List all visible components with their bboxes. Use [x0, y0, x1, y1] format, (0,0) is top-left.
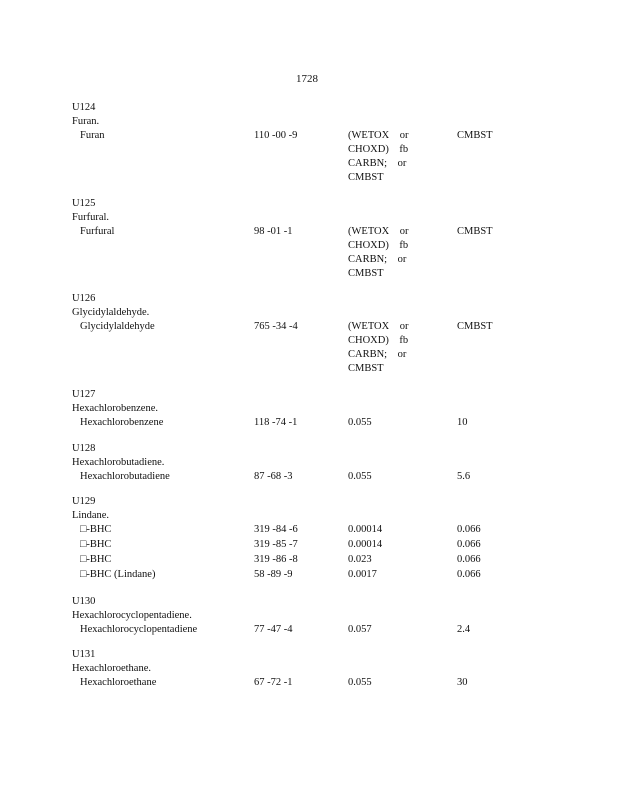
waste-code: U129 — [72, 496, 96, 507]
waste-name: Hexachlorobenzene. — [72, 403, 158, 414]
table-row — [72, 568, 552, 583]
technology-line: CARBN; or — [348, 349, 407, 360]
cas-number: 118 -74 -1 — [254, 417, 298, 428]
nonwastewater-standard: CMBST — [457, 226, 493, 237]
cas-number: 87 -68 -3 — [254, 471, 293, 482]
waste-name: Hexachlorobutadiene. — [72, 457, 165, 468]
waste-code: U126 — [72, 293, 96, 304]
waste-entry-u126 — [72, 292, 552, 376]
constituent-name: □-BHC — [80, 539, 112, 550]
waste-name: Furfural. — [72, 212, 110, 223]
waste-entry-u127 — [72, 388, 552, 431]
wastewater-standard: 0.057 — [348, 624, 372, 635]
cas-number: 98 -01 -1 — [254, 226, 293, 237]
wastewater-standard: 0.055 — [348, 417, 372, 428]
table-row — [72, 129, 552, 185]
technology-line: (WETOX or — [348, 130, 409, 141]
waste-name: Furan. — [72, 116, 100, 127]
waste-name: Hexachloroethane. — [72, 663, 152, 674]
waste-code: U130 — [72, 596, 96, 607]
technology-line: CMBST — [348, 268, 384, 279]
waste-entry-u130 — [72, 595, 552, 638]
wastewater-standard — [348, 320, 418, 376]
cas-number: 67 -72 -1 — [254, 677, 293, 688]
nonwastewater-standard: 0.066 — [457, 539, 481, 550]
wastewater-standard: 0.023 — [348, 554, 372, 565]
technology-line: (WETOX or — [348, 226, 409, 237]
wastewater-standard: 0.0017 — [348, 569, 377, 580]
constituent-name: Hexachlorobutadiene — [80, 471, 170, 482]
nonwastewater-standard: 0.066 — [457, 524, 481, 535]
technology-line: CARBN; or — [348, 254, 407, 265]
constituent-name: Furan — [80, 130, 105, 141]
waste-code: U127 — [72, 389, 96, 400]
cas-number: 319 -85 -7 — [254, 539, 298, 550]
table-row — [72, 553, 552, 568]
wastewater-standard: 0.055 — [348, 677, 372, 688]
nonwastewater-standard: 30 — [457, 677, 468, 688]
constituent-name: Glycidylaldehyde — [80, 321, 155, 332]
constituent-name: Hexachlorobenzene — [80, 417, 164, 428]
waste-entry-u131 — [72, 648, 552, 691]
nonwastewater-standard: CMBST — [457, 130, 493, 141]
cas-number: 765 -34 -4 — [254, 321, 298, 332]
nonwastewater-standard: 5.6 — [457, 471, 471, 482]
table-row — [72, 470, 552, 485]
technology-line: CHOXD) fb — [348, 144, 409, 155]
waste-code: U131 — [72, 649, 96, 660]
page-number: 1728 — [296, 73, 318, 85]
technology-line: CMBST — [348, 363, 384, 374]
nonwastewater-standard: 10 — [457, 417, 468, 428]
waste-name: Glycidylaldehyde. — [72, 307, 150, 318]
waste-entry-u125 — [72, 197, 552, 281]
waste-code: U124 — [72, 102, 96, 113]
wastewater-standard: 0.00014 — [348, 539, 383, 550]
nonwastewater-standard: 0.066 — [457, 554, 481, 565]
technology-line: CHOXD) fb — [348, 335, 409, 346]
technology-line: CARBN; or — [348, 158, 407, 169]
waste-name: Hexachlorocyclopentadiene. — [72, 610, 192, 621]
technology-line: CHOXD) fb — [348, 240, 409, 251]
cas-number: 319 -84 -6 — [254, 524, 298, 535]
waste-entry-u129 — [72, 495, 552, 583]
cas-number: 77 -47 -4 — [254, 624, 293, 635]
wastewater-standard: 0.055 — [348, 471, 372, 482]
table-row — [72, 538, 552, 553]
constituent-name: □-BHC — [80, 524, 112, 535]
constituent-name: Hexachlorocyclopentadiene — [80, 624, 198, 635]
waste-code: U125 — [72, 198, 96, 209]
cas-number: 319 -86 -8 — [254, 554, 298, 565]
nonwastewater-standard: 2.4 — [457, 624, 471, 635]
table-row — [72, 416, 552, 431]
constituent-name: Hexachloroethane — [80, 677, 157, 688]
constituent-name: □-BHC — [80, 554, 112, 565]
table-row — [72, 623, 552, 638]
wastewater-standard — [348, 129, 418, 185]
waste-name: Lindane. — [72, 510, 110, 521]
table-row — [72, 676, 552, 691]
wastewater-standard — [348, 225, 418, 281]
cas-number: 110 -00 -9 — [254, 130, 298, 141]
technology-line: CMBST — [348, 172, 384, 183]
waste-entry-u128 — [72, 442, 552, 485]
nonwastewater-standard: 0.066 — [457, 569, 481, 580]
constituent-name: □-BHC (Lindane) — [80, 569, 156, 580]
table-row — [72, 225, 552, 281]
table-row — [72, 523, 552, 538]
technology-line: (WETOX or — [348, 321, 409, 332]
waste-entry-u124 — [72, 101, 552, 185]
nonwastewater-standard: CMBST — [457, 321, 493, 332]
waste-code: U128 — [72, 443, 96, 454]
cas-number: 58 -89 -9 — [254, 569, 293, 580]
wastewater-standard: 0.00014 — [348, 524, 383, 535]
constituent-name: Furfural — [80, 226, 115, 237]
table-row — [72, 320, 552, 376]
